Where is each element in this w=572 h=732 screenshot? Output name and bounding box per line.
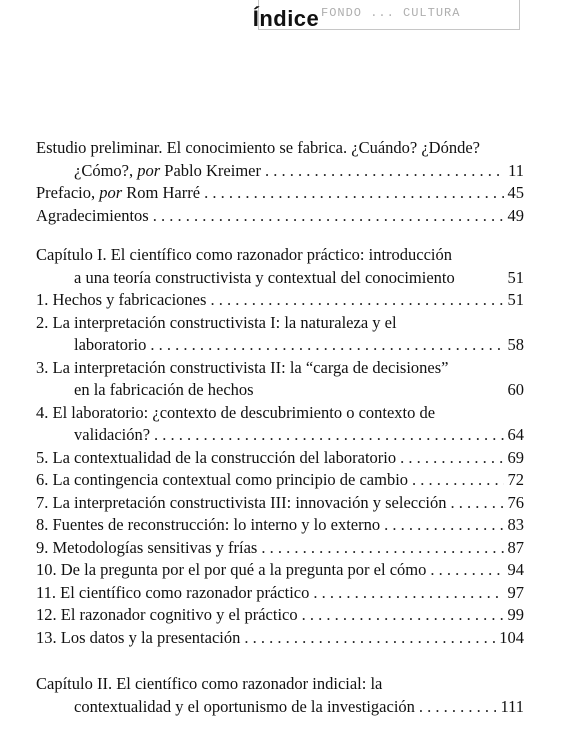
dot-leader — [313, 582, 503, 605]
dot-leader — [265, 160, 504, 183]
toc-entry-text: 7. La interpretación constructivista III: innovación y selección — [36, 492, 447, 512]
toc-entry-agradecimientos — [36, 205, 524, 228]
page-number: 97 — [507, 582, 524, 602]
dot-leader — [261, 537, 503, 560]
page-number: 83 — [507, 515, 524, 534]
dot-leader — [244, 627, 495, 650]
toc-entry-text: 2. La interpretación constructivista I: la naturaleza y el — [36, 312, 397, 332]
toc-entry-section-11 — [36, 582, 524, 605]
toc-entry-text: 5. La contextualidad de la construcción del laboratorio — [36, 447, 397, 467]
toc-entry-text: ¿Cómo?, por Pablo Kreimer — [74, 160, 261, 180]
toc-entry-text: 12. El razonador cognitivo y el práctico — [36, 605, 298, 624]
toc-entry-section-9 — [36, 537, 524, 560]
page-number: 45 — [507, 183, 524, 202]
dot-leader — [302, 604, 504, 627]
page-number: 58 — [507, 335, 524, 354]
toc-entry-section-13 — [36, 627, 524, 650]
library-stamp: FONDO ... CULTURA — [258, 0, 520, 30]
toc-entry-text: Agradecimientos — [36, 205, 149, 225]
page-number: 111 — [500, 696, 524, 716]
toc-entry-prefacio — [36, 182, 524, 205]
toc-entry-capitulo-1 — [36, 244, 524, 289]
page-number: 87 — [507, 537, 524, 557]
toc-entry-text: 10. De la pregunta por el por qué a la pregunta por el cómo — [36, 560, 427, 579]
toc-entry-section-8 — [36, 514, 524, 537]
dot-leader — [154, 424, 503, 447]
toc-entry-text: 3. La interpretación constructivista II: la “carga de decisiones” — [36, 357, 449, 377]
toc-entry-text: 1. Hechos y fabricaciones — [36, 290, 207, 309]
toc-entry-section-1 — [36, 289, 524, 312]
page-number: 69 — [507, 447, 524, 467]
dot-leader — [412, 469, 503, 492]
page-number: 76 — [507, 492, 524, 512]
toc-entry-text: a una teoría constructivista y contextual del conocimiento — [74, 267, 455, 287]
toc-entry-section-6 — [36, 469, 524, 492]
toc-entry-section-10 — [36, 559, 524, 582]
dot-leader — [400, 447, 503, 470]
page-number: 51 — [507, 290, 524, 309]
toc-entry-text: contextualidad y el oportunismo de la investigación — [74, 696, 415, 716]
toc-entry-text: 11. El científico como razonador práctico — [36, 582, 310, 602]
toc-entry-text: Capítulo I. El científico como razonador práctico: introducción — [36, 245, 453, 264]
toc-entry-text: Estudio preliminar. El conocimiento se fabrica. ¿Cuándo? ¿Dónde? — [36, 138, 480, 157]
dot-leader — [153, 205, 504, 228]
page-number: 104 — [499, 627, 524, 647]
page-number: 49 — [507, 205, 524, 225]
page-number: 51 — [507, 267, 524, 287]
page-number: 72 — [507, 470, 524, 489]
toc-entry-text: 8. Fuentes de reconstrucción: lo interno y lo externo — [36, 515, 381, 534]
toc-entry-text: 9. Metodologías sensitivas y frías — [36, 537, 258, 557]
toc-entry-section-5 — [36, 447, 524, 470]
dot-leader — [384, 514, 503, 537]
toc-entry-text: en la fabricación de hechos — [74, 380, 254, 399]
page-number: 11 — [508, 160, 524, 180]
toc-entry-section-12 — [36, 604, 524, 627]
dot-leader — [204, 182, 503, 205]
toc-entry-text: 13. Los datos y la presentación — [36, 627, 241, 647]
toc-entry-text: 4. El laboratorio: ¿contexto de descubrimiento o contexto de — [36, 402, 436, 422]
toc-entry-estudio — [36, 137, 524, 182]
table-of-contents — [36, 137, 524, 718]
page-number: 99 — [507, 605, 524, 624]
toc-entry-text: Prefacio, por Rom Harré — [36, 183, 201, 202]
toc-entry-text: laboratorio — [74, 335, 147, 354]
dot-leader — [210, 289, 503, 312]
toc-entry-text: validación? — [74, 425, 151, 444]
dot-leader — [430, 559, 503, 582]
toc-entry-section-7 — [36, 492, 524, 515]
toc-entry-section-4 — [36, 402, 524, 447]
page-number: 64 — [507, 425, 524, 444]
toc-entry-section-3 — [36, 357, 524, 402]
dot-leader — [451, 492, 504, 515]
toc-entry-section-2 — [36, 312, 524, 357]
toc-entry-capitulo-2 — [36, 673, 524, 718]
page-number: 60 — [507, 380, 524, 399]
page-title: Índice — [252, 6, 320, 31]
dot-leader — [150, 334, 503, 357]
toc-entry-text: 6. La contingencia contextual como principio de cambio — [36, 470, 409, 489]
dot-leader — [419, 696, 497, 719]
page-number: 94 — [507, 560, 524, 579]
toc-entry-text: Capítulo II. El científico como razonador indicial: la — [36, 674, 383, 693]
